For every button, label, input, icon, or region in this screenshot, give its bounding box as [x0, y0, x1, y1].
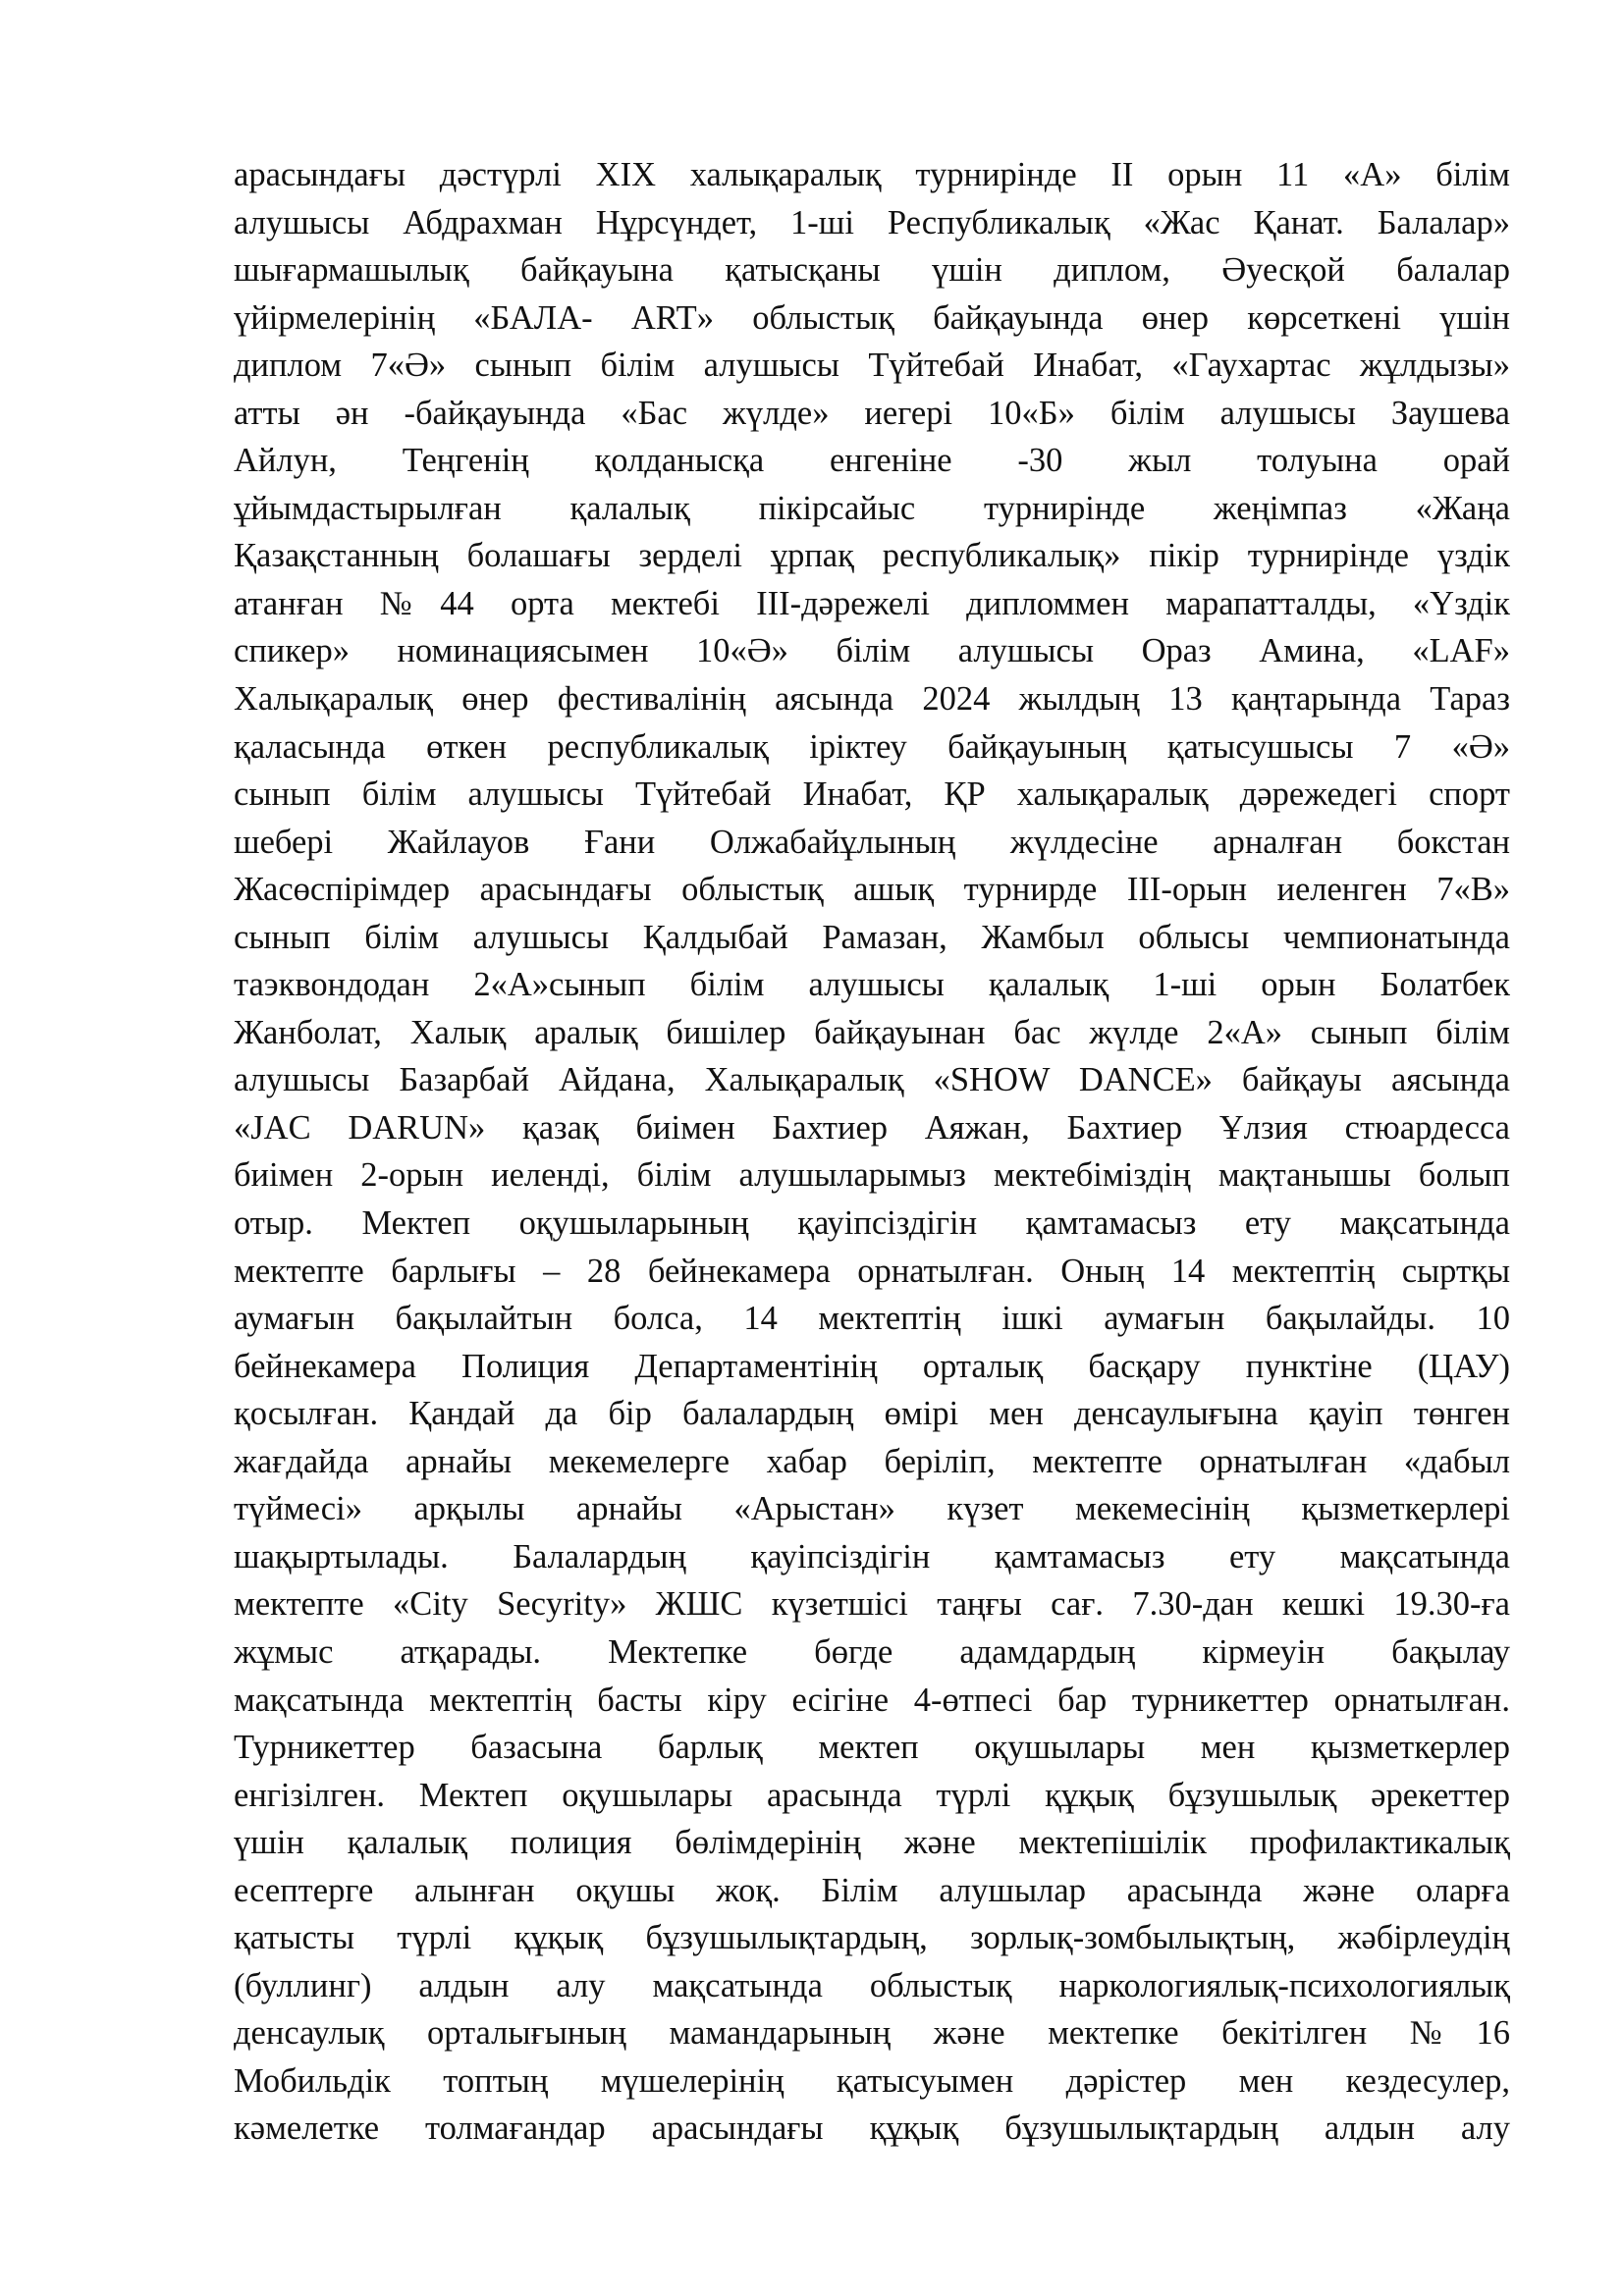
text-line: шебері Жайлауов Ғани Олжабайұлының жүлдесіне арналған бокстан [234, 823, 1510, 861]
body-text [234, 151, 1510, 2153]
text-line: түймесі» арқылы арнайы «Арыстан» күзет мекемесінің қызметкерлері [234, 1490, 1510, 1528]
text-line: қосылған. Қандай да бір балалардың өмірі мен денсаулығына қауіп төнген [234, 1395, 1510, 1433]
text-line: шығармашылық байқауына қатысқаны үшін диплом, Әуесқой балалар [234, 251, 1510, 290]
text-line: Мобильдік топтың мүшелерінің қатысуымен дәрістер мен кездесулер, [234, 2061, 1510, 2100]
text-line: Жанболат, Халық аралық бишілер байқауынан бас жүлде 2«А» сынып білім [234, 1013, 1510, 1051]
text-line: үйірмелерінің «БАЛА- ART» облыстық байқауында өнер көрсеткені үшін [234, 298, 1510, 337]
text-line: сынып білім алушысы Түйтебай Инабат, ҚР халықаралық дәрежедегі спорт [234, 775, 1510, 814]
text-line: отыр. Мектеп оқушыларының қауіпсіздігін қамтамасыз ету мақсатында [234, 1204, 1510, 1243]
text-line: Жасөспірімдер арасындағы облыстық ашық турнирде ІІІ-орын иеленген 7«В» [234, 871, 1510, 909]
text-line: үшін қалалық полиция бөлімдерінің және мектепішілік профилактикалық [234, 1824, 1510, 1862]
text-line: кәмелетке толмағандар арасындағы құқық бұзушылықтардың алдын алу [234, 2109, 1510, 2148]
text-line: енгізілген. Мектеп оқушылары арасында түрлі құқық бұзушылық әрекеттер [234, 1776, 1510, 1814]
text-line: сынып білім алушысы Қалдыбай Рамазан, Жамбыл облысы чемпионатында [234, 918, 1510, 956]
text-line: мектепте барлығы – 28 бейнекамера орнатылған. Оның 14 мектептің сыртқы [234, 1252, 1510, 1290]
text-line: Халықаралық өнер фестивалінің аясында 2024 жылдың 13 қаңтарында Тараз [234, 680, 1510, 719]
text-line: Турникеттер базасына барлық мектеп оқушылары мен қызметкерлер [234, 1729, 1510, 1767]
text-line: арасындағы дәстүрлі XIX халықаралық турнирінде ІІ орын 11 «А» білім [234, 156, 1510, 193]
text-line: атанған №44 орта мектебі ІІІ-дәрежелі дипломмен марапатталды, «Үздік [234, 584, 1510, 622]
text-line: шақыртылады. Балалардың қауіпсіздігін қамтамасыз ету мақсатында [234, 1537, 1510, 1575]
text-line: алушысы Абдрахман Нұрсүндет, 1-ші Республикалық «Жас Қанат. Балалар» [234, 203, 1510, 241]
text-line: алушысы Базарбай Айдана, Халықаралық «SHOW DANCE» байқауы аясында [234, 1061, 1510, 1099]
text-line: аумағын бақылайтын болса, 14 мектептің ішкі аумағын бақылайды. 10 [234, 1300, 1510, 1338]
text-line: мақсатында мектептің басты кіру есігіне 4-өтпесі бар турникеттер орнатылған. [234, 1681, 1510, 1719]
text-line: мектепте «City Secyrity» ЖШС күзетшісі таңғы сағ. 7.30-дан кешкі 19.30-ға [234, 1585, 1510, 1624]
text-line: Қазақстанның болашағы зерделі ұрпақ республикалық» пікір турнирінде үздік [234, 537, 1510, 575]
text-line: қатысты түрлі құқық бұзушылықтардың, зорлық-зомбылықтың, жәбірлеудің [234, 1919, 1510, 1957]
text-line: есептерге алынған оқушы жоқ. Білім алушылар арасында және оларға [234, 1871, 1510, 1909]
text-line: ұйымдастырылған қалалық пікірсайыс турнирінде жеңімпаз «Жаңа [234, 489, 1510, 527]
text-line: диплом 7«Ә» сынып білім алушысы Түйтебай Инабат, «Гаухартас жұлдызы» [234, 347, 1510, 385]
text-line: биімен 2-орын иеленді, білім алушыларымыз мектебіміздің мақтанышы болып [234, 1156, 1510, 1195]
text-line: жұмыс атқарады. Мектепке бөгде адамдардың кірмеуін бақылау [234, 1632, 1510, 1671]
text-line: атты ән -байқауында «Бас жүлде» иегері 10«Б» білім алушысы Заушева [234, 394, 1510, 432]
text-line: спикер» номинациясымен 10«Ә» білім алушысы Ораз Амина, «LAF» [234, 632, 1510, 670]
text-line: бейнекамера Полиция Департаментінің орталық басқару пунктіне (ЦАУ) [234, 1347, 1510, 1385]
text-line: денсаулық орталығының мамандарының және мектепке бекітілген №16 [234, 2014, 1510, 2053]
text-line: Айлун, Теңгенің қолданысқа енгеніне -30 жыл толуына орай [234, 442, 1510, 480]
text-line: жағдайда арнайы мекемелерге хабар беріліп, мектепте орнатылған «дабыл [234, 1442, 1510, 1480]
text-line: таэквондодан 2«А»сынып білім алушысы қалалық 1-ші орын Болатбек [234, 966, 1510, 1004]
text-line: (буллинг) алдын алу мақсатында облыстық наркологиялық-психологиялық [234, 1966, 1510, 2004]
text-line: қаласында өткен республикалық іріктеу байқауының қатысушысы 7 «Ә» [234, 727, 1510, 766]
text-line: «JAC DARUN» қазақ биімен Бахтиер Аяжан, Бахтиер Ұлзия стюардесса [234, 1108, 1510, 1147]
